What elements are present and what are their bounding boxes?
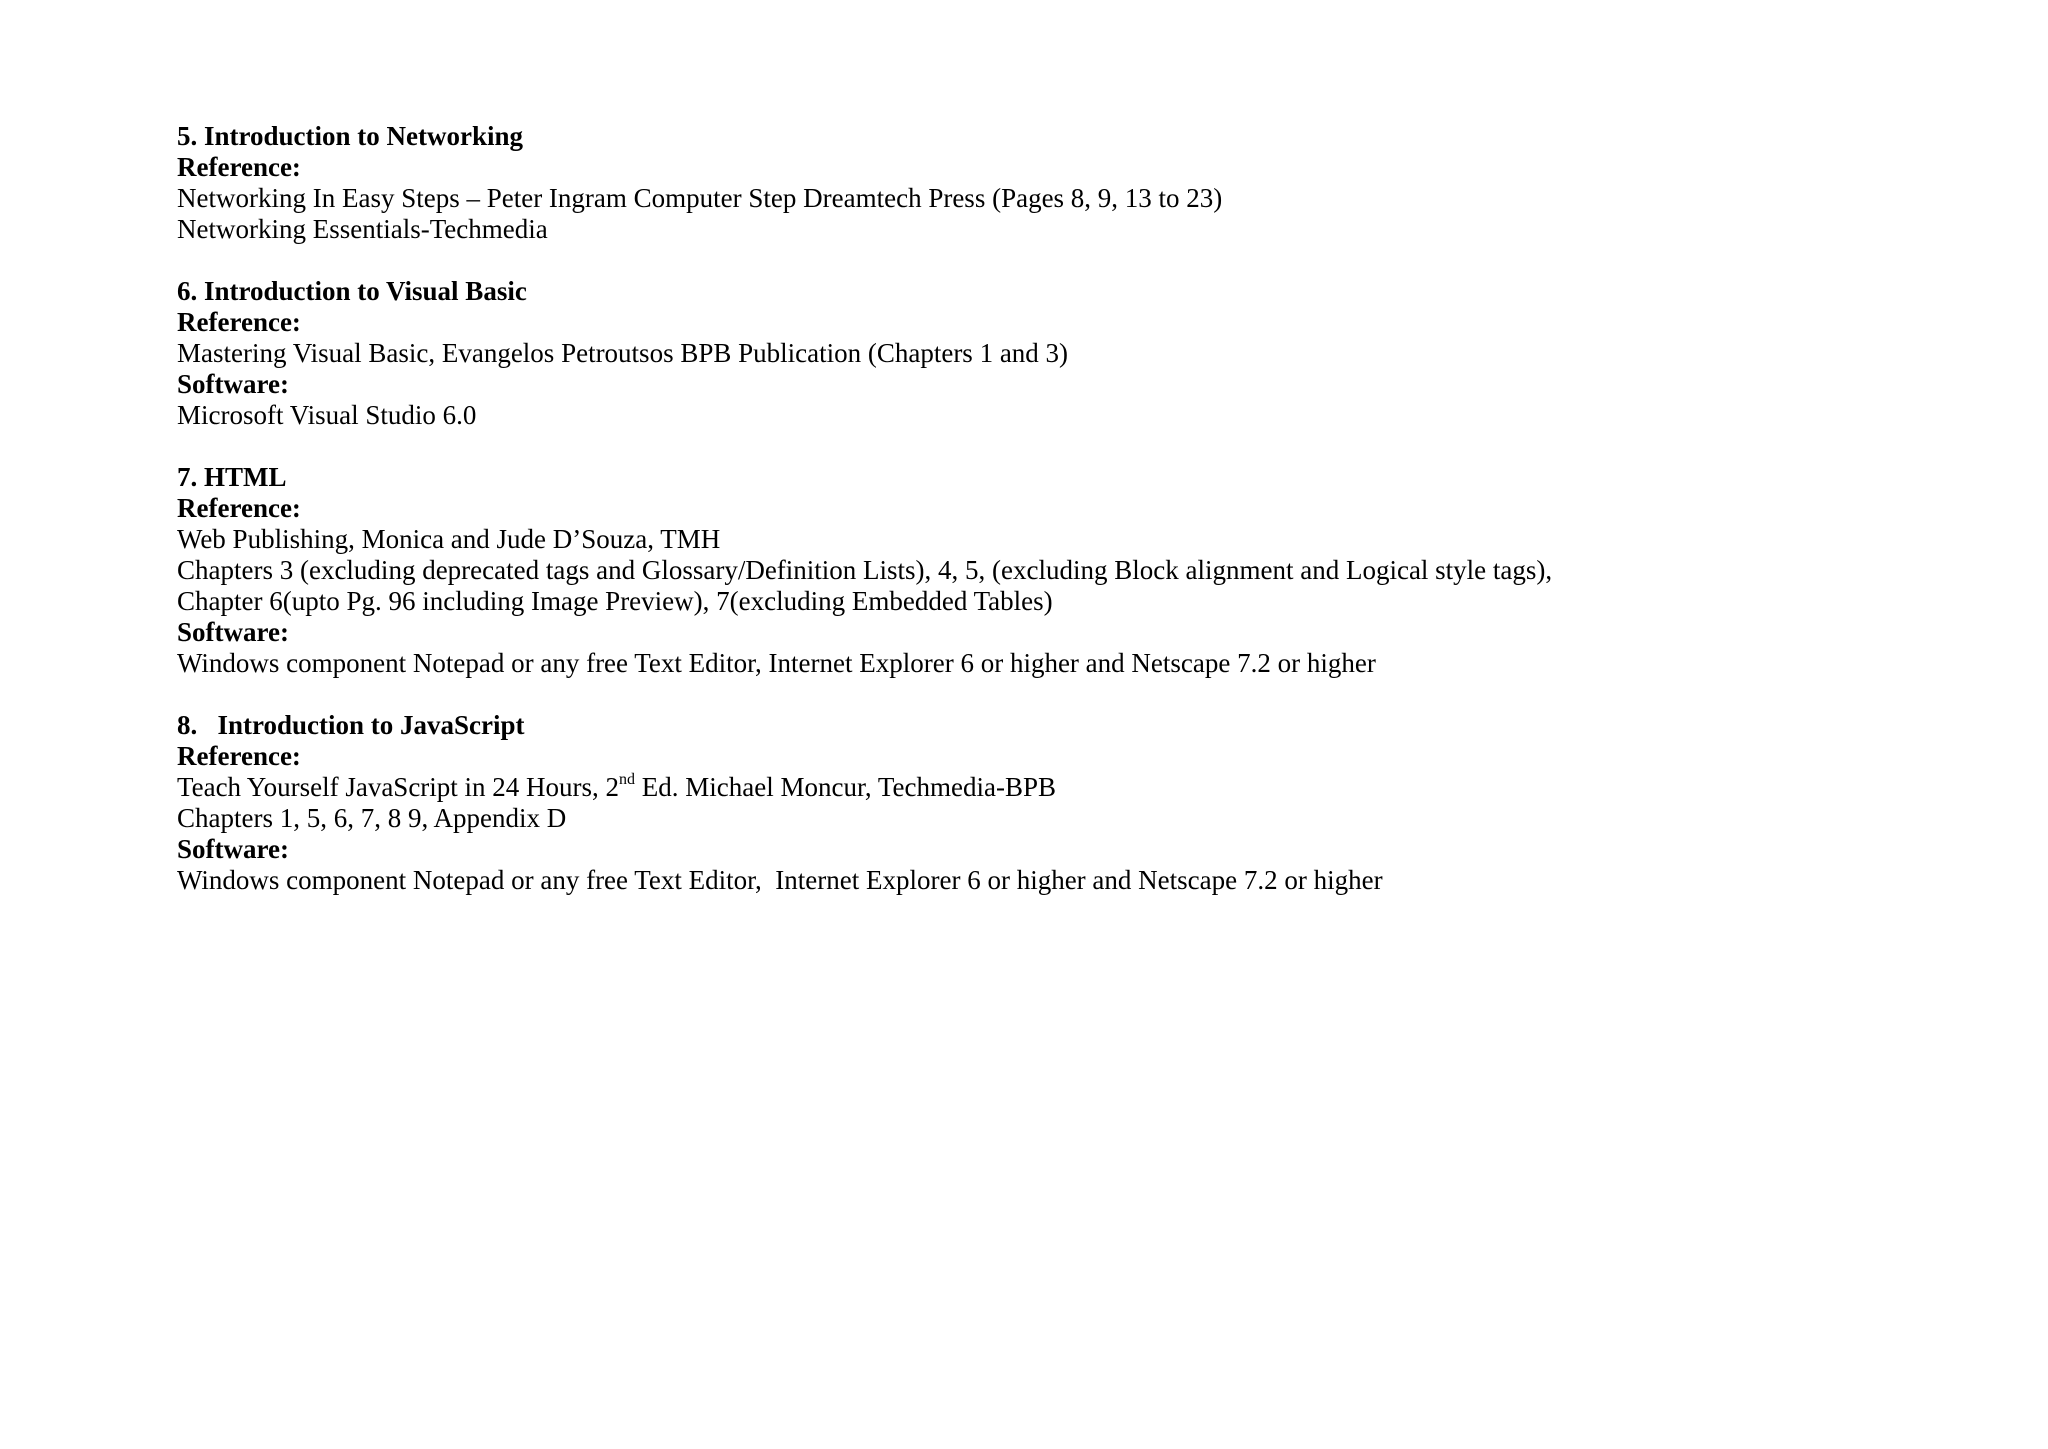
document-page	[177, 121, 1977, 896]
section-spacer	[177, 679, 1977, 710]
reference-label: Reference:	[177, 493, 301, 523]
section-javascript	[177, 710, 1977, 896]
software-line: Microsoft Visual Studio 6.0	[177, 400, 477, 430]
section-spacer	[177, 245, 1977, 276]
section-heading: 5. Introduction to Networking	[177, 121, 524, 151]
reference-line: Chapter 6(upto Pg. 96 including Image Preview), 7(excluding Embedded Tables)	[177, 586, 1053, 616]
section-visual-basic	[177, 276, 1977, 431]
software-line: Windows component Notepad or any free Text Editor, Internet Explorer 6 or higher and Netscape 7.2 or higher	[177, 865, 1383, 895]
reference-label: Reference:	[177, 307, 301, 337]
reference-line: Networking Essentials-Techmedia	[177, 214, 548, 244]
reference-line: Networking In Easy Steps – Peter Ingram Computer Step Dreamtech Press (Pages 8, 9, 13 to 23)	[177, 183, 1223, 213]
reference-line-book	[177, 772, 1977, 803]
section-heading: 8. Introduction to JavaScript	[177, 710, 525, 740]
software-line: Windows component Notepad or any free Text Editor, Internet Explorer 6 or higher and Netscape 7.2 or higher	[177, 648, 1376, 678]
section-html	[177, 462, 1977, 679]
reference-line: Mastering Visual Basic, Evangelos Petroutsos BPB Publication (Chapters 1 and 3)	[177, 338, 1069, 368]
reference-label: Reference:	[177, 741, 301, 771]
reference-line: Chapters 3 (excluding deprecated tags and Glossary/Definition Lists), 4, 5, (excluding Block alignment and Logical style tags),	[177, 555, 1553, 585]
reference-line: Chapters 1, 5, 6, 7, 8 9, Appendix D	[177, 803, 567, 833]
section-networking	[177, 121, 1977, 245]
software-label: Software:	[177, 617, 289, 647]
reference-line: Web Publishing, Monica and Jude D’Souza, TMH	[177, 524, 721, 554]
software-label: Software:	[177, 369, 289, 399]
software-label: Software:	[177, 834, 289, 864]
book-author-part: Ed. Michael Moncur, Techmedia-BPB	[635, 772, 1056, 802]
ordinal-superscript: nd	[619, 771, 636, 788]
section-heading: 6. Introduction to Visual Basic	[177, 276, 527, 306]
book-title-part: Teach Yourself JavaScript in 24 Hours, 2	[177, 772, 620, 802]
reference-label: Reference:	[177, 152, 301, 182]
section-heading: 7. HTML	[177, 462, 287, 492]
section-spacer	[177, 431, 1977, 462]
